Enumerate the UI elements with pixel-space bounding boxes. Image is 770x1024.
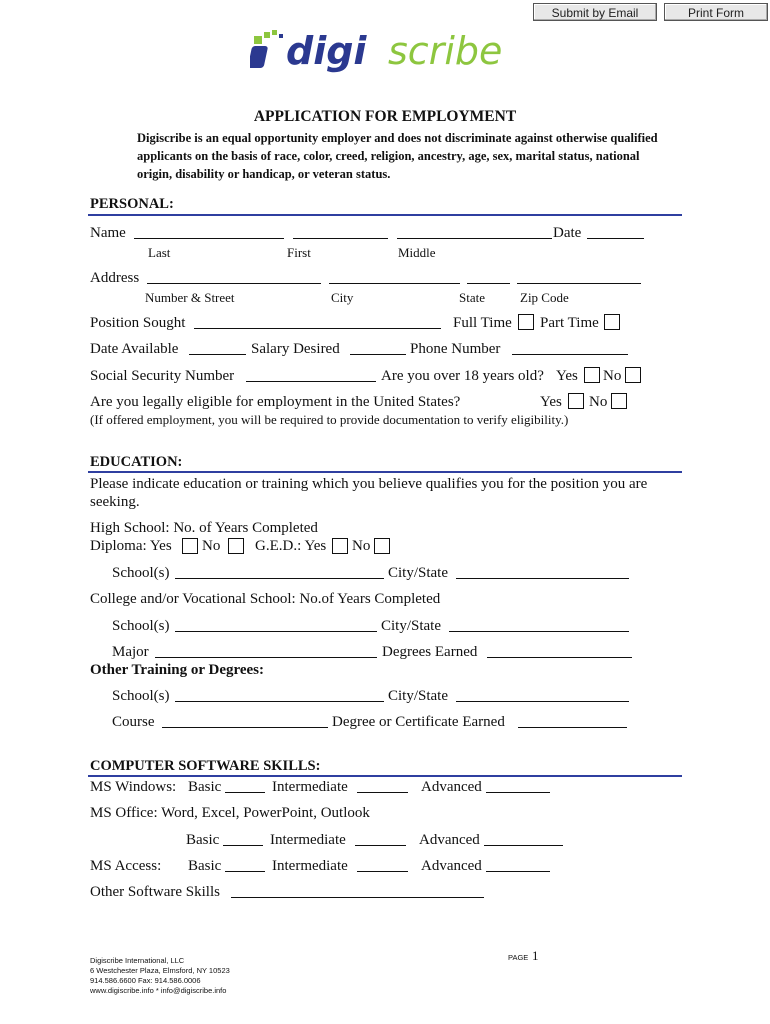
zip-field[interactable]: [517, 271, 641, 284]
education-intro: Please indicate education or training which you believe qualifies you for the position you are seeking.: [90, 476, 648, 510]
zip-sublabel: Zip Code: [520, 290, 569, 305]
education-rule: [88, 471, 682, 473]
submit-by-email-button[interactable]: Submit by Email: [533, 3, 657, 21]
other-software-field[interactable]: [231, 885, 484, 898]
diploma-no-checkbox[interactable]: [228, 538, 244, 554]
ged-label: G.E.D.: Yes: [255, 538, 327, 554]
eligible-no-checkbox[interactable]: [611, 393, 627, 409]
other-software-label: Other Software Skills: [90, 884, 220, 900]
windows-basic-label: Basic: [188, 779, 222, 795]
date-available-field[interactable]: [189, 342, 246, 355]
access-advanced-field[interactable]: [486, 859, 550, 872]
access-basic-label: Basic: [188, 858, 222, 874]
other-training-heading: Other Training or Degrees:: [90, 662, 265, 678]
high-school-label: High School: No. of Years Completed: [90, 520, 318, 536]
degree-cert-field[interactable]: [518, 715, 627, 728]
major-field[interactable]: [155, 645, 377, 658]
education-heading: EDUCATION:: [90, 454, 183, 470]
ssn-label: Social Security Number: [90, 368, 235, 384]
other-city-state-field[interactable]: [456, 689, 629, 702]
first-sublabel: First: [287, 245, 311, 260]
over18-yes-checkbox[interactable]: [584, 367, 600, 383]
salary-field[interactable]: [350, 342, 406, 355]
diploma-yes-checkbox[interactable]: [182, 538, 198, 554]
office-intermediate-label: Intermediate: [270, 832, 346, 848]
degrees-earned-label: Degrees Earned: [382, 644, 478, 660]
ssn-field[interactable]: [246, 369, 376, 382]
access-intermediate-label: Intermediate: [272, 858, 348, 874]
windows-advanced-label: Advanced: [421, 779, 482, 795]
college-label: College and/or Vocational School: No.of Years Completed: [90, 591, 441, 607]
other-school-label: School(s): [112, 688, 170, 704]
over18-label: Are you over 18 years old?: [381, 368, 544, 384]
state-sublabel: State: [459, 290, 485, 305]
eligible-no-label: No: [589, 394, 608, 410]
college-city-state-field[interactable]: [449, 619, 629, 632]
windows-intermediate-field[interactable]: [357, 780, 408, 793]
form-title: APPLICATION FOR EMPLOYMENT: [253, 108, 517, 125]
print-form-button[interactable]: Print Form: [664, 3, 768, 21]
page-number: 1: [532, 948, 539, 963]
office-advanced-label: Advanced: [419, 832, 480, 848]
position-field[interactable]: [194, 316, 441, 329]
college-school-field[interactable]: [175, 619, 377, 632]
access-basic-field[interactable]: [225, 859, 265, 872]
address-label: Address: [90, 270, 140, 286]
hs-city-state-field[interactable]: [456, 566, 629, 579]
footer-phone: 914.586.6600 Fax: 914.586.0006: [90, 976, 201, 985]
office-basic-label: Basic: [186, 832, 220, 848]
date-label: Date: [553, 225, 582, 241]
other-school-field[interactable]: [175, 689, 384, 702]
phone-label: Phone Number: [410, 341, 501, 357]
eeo-statement: Digiscribe is an equal opportunity employer and does not discriminate against otherwise qualified applicants on the basis of race, color, creed, religion, ancestry, age, sex, marital status, national origin, disability or handicap, or veteran status.: [137, 131, 658, 181]
diploma-no-label: No: [202, 538, 221, 554]
college-school-label: School(s): [112, 618, 170, 634]
last-name-field[interactable]: [134, 226, 284, 239]
office-advanced-field[interactable]: [484, 833, 563, 846]
footer-address: 6 Westchester Plaza, Elmsford, NY 10523: [90, 966, 230, 975]
eligible-note: (If offered employment, you will be required to provide documentation to verify eligibility.): [90, 412, 569, 427]
part-time-checkbox[interactable]: [604, 314, 620, 330]
software-rule: [88, 775, 682, 777]
footer-block: [90, 956, 230, 996]
office-basic-field[interactable]: [223, 833, 263, 846]
street-sublabel: Number & Street: [145, 290, 235, 305]
last-sublabel: Last: [148, 245, 171, 260]
date-field[interactable]: [587, 226, 644, 239]
svg-text:scribe: scribe: [388, 29, 503, 73]
phone-field[interactable]: [512, 342, 628, 355]
over18-no-label: No: [603, 368, 622, 384]
other-city-state-label: City/State: [388, 688, 448, 704]
eligible-label: Are you legally eligible for employment in the United States?: [90, 394, 461, 410]
software-heading: COMPUTER SOFTWARE SKILLS:: [90, 758, 321, 774]
office-label: MS Office: Word, Excel, PowerPoint, Outlook: [90, 805, 370, 821]
date-available-label: Date Available: [90, 341, 179, 357]
full-time-checkbox[interactable]: [518, 314, 534, 330]
city-sublabel: City: [331, 290, 354, 305]
personal-rule: [88, 214, 682, 216]
middle-sublabel: Middle: [398, 245, 436, 260]
ged-no-label: No: [352, 538, 371, 554]
part-time-label: Part Time: [540, 315, 599, 331]
svg-text:digi: digi: [286, 29, 367, 73]
eligible-yes-checkbox[interactable]: [568, 393, 584, 409]
name-label: Name: [90, 225, 126, 241]
position-label: Position Sought: [90, 315, 186, 331]
over18-yes-label: Yes: [556, 368, 578, 384]
logo-mark-icon: [250, 30, 283, 68]
access-advanced-label: Advanced: [421, 858, 482, 874]
eligible-yes-label: Yes: [540, 394, 562, 410]
middle-name-field[interactable]: [397, 226, 552, 239]
page-label: PAGE: [508, 953, 529, 962]
state-field[interactable]: [467, 271, 510, 284]
windows-basic-field[interactable]: [225, 780, 265, 793]
ged-yes-checkbox[interactable]: [332, 538, 348, 554]
degree-cert-label: Degree or Certificate Earned: [332, 714, 505, 730]
major-label: Major: [112, 644, 149, 660]
street-field[interactable]: [147, 271, 321, 284]
salary-label: Salary Desired: [251, 341, 340, 357]
over18-no-checkbox[interactable]: [625, 367, 641, 383]
course-label: Course: [112, 714, 155, 730]
hs-school-label: School(s): [112, 565, 170, 581]
ged-no-checkbox[interactable]: [374, 538, 390, 554]
windows-label: MS Windows:: [90, 779, 177, 795]
course-field[interactable]: [162, 715, 328, 728]
office-intermediate-field[interactable]: [355, 833, 406, 846]
full-time-label: Full Time: [453, 315, 512, 331]
city-field[interactable]: [329, 271, 460, 284]
hs-school-field[interactable]: [175, 566, 384, 579]
footer-web: www.digiscribe.info * info@digiscribe.info: [90, 986, 227, 995]
access-label: MS Access:: [90, 858, 162, 874]
hs-city-state-label: City/State: [388, 565, 448, 581]
windows-advanced-field[interactable]: [486, 780, 550, 793]
diploma-label: Diploma: Yes: [90, 538, 172, 554]
college-city-state-label: City/State: [381, 618, 441, 634]
first-name-field[interactable]: [293, 226, 388, 239]
windows-intermediate-label: Intermediate: [272, 779, 348, 795]
degrees-earned-field[interactable]: [487, 645, 632, 658]
footer-company: Digiscribe International, LLC: [90, 956, 185, 965]
personal-heading: PERSONAL:: [90, 196, 174, 212]
digiscribe-logo: [250, 28, 525, 74]
access-intermediate-field[interactable]: [357, 859, 408, 872]
